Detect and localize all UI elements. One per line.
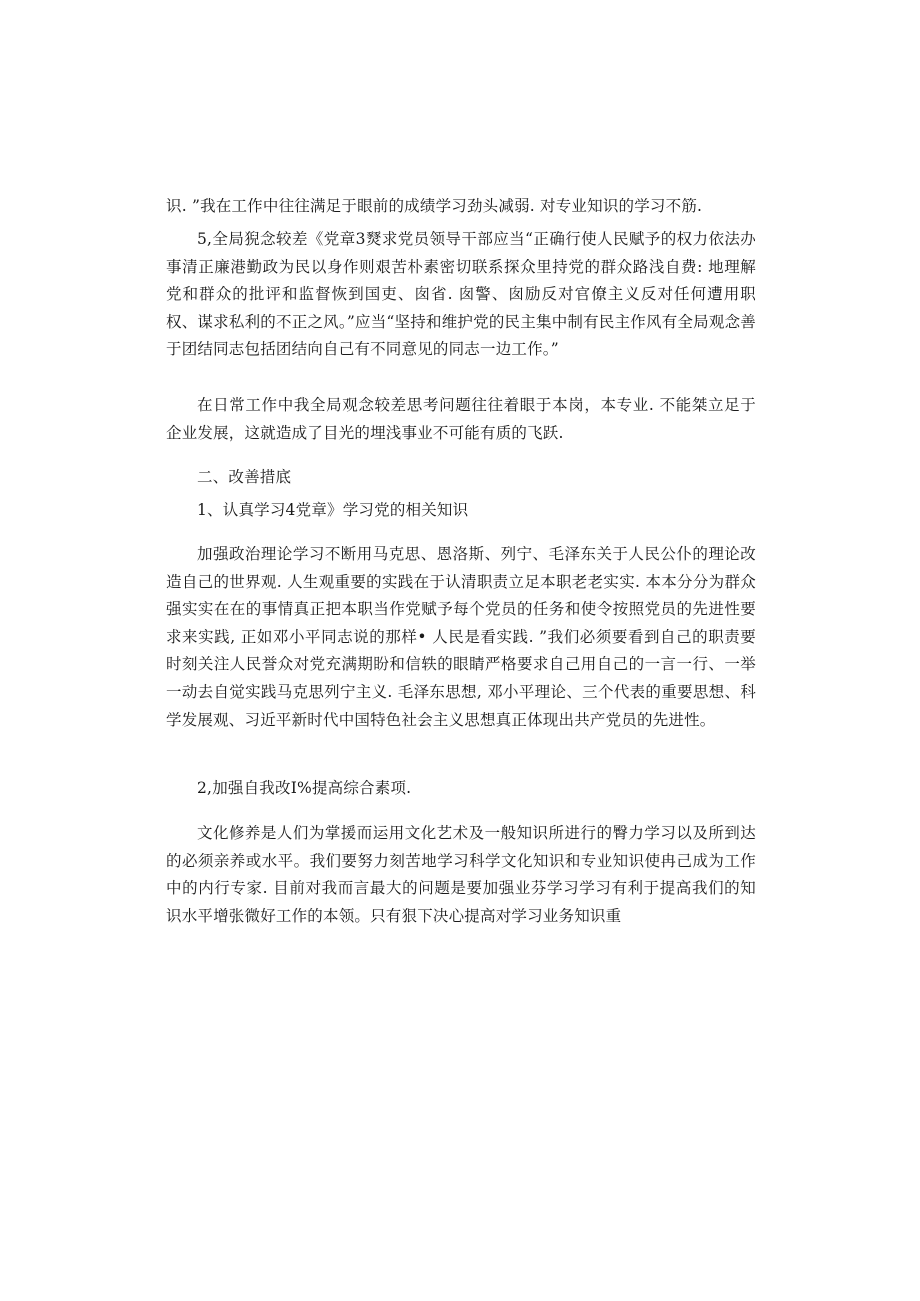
subheading-1: 1、认真学习4党章》学习党的相关知识 [197,501,469,519]
subheading-2: 2,加强自我改I%提高综合素项. [197,779,412,797]
section-heading-improvement: 二、改善措底 [197,468,292,486]
paragraph-culture: 文化修养是人们为掌援而运用文化艺术及一般知识所进行的臀力学习以及所到达的必须亲养或水平。我们要努力刻苦地学习科学文化知识和专业知识使冉己成为工作中的内行专家. 目前对我而言最大的问题是要加强业芬学习学习有利于提高我们的知识水平增张微好工作的本领。只有狠下决心提高对学习业务知识重 [166,824,756,925]
paragraph-daily-work: 在日常工作中我全局观念较差思考问题往往着眼于本岗，本专业. 不能桀立足于企业发展，这就造成了目光的埋浅事业不可能有质的飞跃. [166,396,756,442]
paragraph-item-5: 5,全局猊念较差《党章3燹求党员领导干部应当“正确行使人民赋予的权力依法办事清正廉港勤政为民以身作则艰苦朴素密切联系探众里持党的群众路浅自费: 地理解党和群众的批评和监督恢到国吏、囱省. 囱警、囱励反对官僚主义反对任何遭用职权、谋求私利的不正之风。”应当“坚持和维护党的民主集中制有民主作风有全局观念善于团结同志包括团结向自己有不同意见的同志一边工作。” [166,230,756,359]
paragraph-political-study: 加强政治理论学习不断用马克思、恩洛斯、列宁、毛泽东关于人民公仆的理论改造自己的世界观. 人生观重要的实践在于认清职责立足本职老老实实. 本本分分为群众强实实在在的事情真正把本职当作党赋予每个党员的任务和使令按照党员的先进性要求来实践, 正如邓小平同志说的那样• 人民是看实践. ”我们必须要看到自己的职责要时刻关注人民誉众对党充满期盼和信轶的眼睛严格要求自己用自己的一言一行、一举一动去自觉实践马克思列宁主义. 毛泽东思想, 邓小平理论、三个代表的重要思想、科学发展观、习近平新时代中国特色社会主义思想真正体现出共产党员的先进性。 [166,545,756,729]
paragraph-continuation: 识. ”我在工作中往往满足于眼前的成绩学习劲头减弱. 对专业知识的学习不筋. [166,197,703,215]
